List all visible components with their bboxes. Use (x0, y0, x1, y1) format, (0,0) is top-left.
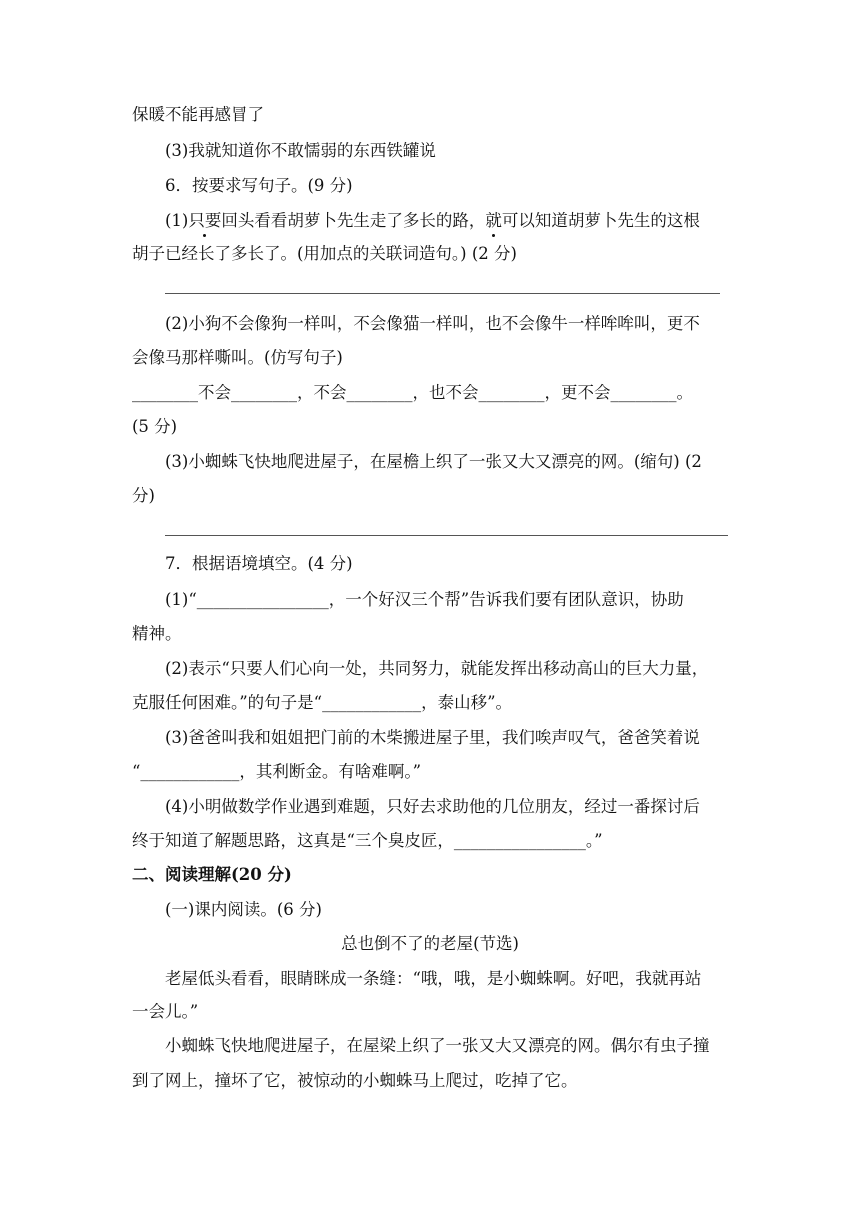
answer-line[interactable] (165, 535, 728, 536)
fill-in-line[interactable]: ________不会________，不会________，也不会________，更不会________。 (132, 383, 693, 402)
text-line[interactable]: 终于知道了解题思路，这真是“三个臭皮匠，________________。” (132, 831, 603, 850)
question-7-heading: 7．根据语境填空。(4 分) (165, 554, 353, 573)
text-line: (3)小蜘蛛飞快地爬进屋子，在屋檐上织了一张又大又漂亮的网。(缩句) (2 (165, 452, 702, 471)
text-line: (3)爸爸叫我和姐姐把门前的木柴搬进屋子里，我们唉声叹气，爸爸笑着说 (165, 728, 700, 747)
text-line: (2)小狗不会像狗一样叫，不会像猫一样叫，也不会像牛一样哞哞叫，更不 (165, 314, 700, 333)
text-line[interactable]: 克服任何困难。”的句子是“____________，泰山移”。 (132, 693, 513, 712)
text-line: (5 分) (132, 417, 178, 436)
text-line: 精神。 (132, 624, 182, 643)
passage-line: 到了网上，撞坏了它，被惊动的小蜘蛛马上爬过，吃掉了它。 (132, 1071, 578, 1090)
text-line: 会像马那样嘶叫。(仿写句子) (132, 348, 343, 367)
text-line[interactable]: “____________，其利断金。有啥难啊。” (132, 762, 422, 781)
emphasized-word: 只要 (188, 211, 222, 230)
passage-line: 一会儿。” (132, 1002, 199, 1021)
text-line: (3)我就知道你不敢懦弱的东西铁罐说 (165, 141, 436, 160)
passage-line: 小蜘蛛飞快地爬进屋子，在屋梁上织了一张又大又漂亮的网。偶尔有虫子撞 (165, 1036, 710, 1055)
passage-line: 老屋低头看看，眼睛眯成一条缝：“哦，哦，是小蜘蛛啊。好吧，我就再站 (165, 969, 702, 988)
text-line: (4)小明做数学作业遇到难题，只好去求助他的几位朋友，经过一番探讨后 (165, 797, 700, 816)
subsection-heading: (一)课内阅读。(6 分) (165, 900, 322, 919)
question-6-1-line (165, 210, 700, 232)
answer-line[interactable] (165, 293, 720, 294)
text-line[interactable]: (1)“________________，一个好汉三个帮”告诉我们要有团队意识，协助 (165, 590, 684, 609)
text: 回头看看胡萝卜先生走了多长的路， (221, 211, 486, 230)
text: 可以知道胡萝卜先生的这根 (501, 211, 700, 230)
text: (1) (165, 211, 189, 230)
question-6-heading: 6．按要求写句子。(9 分) (165, 176, 353, 195)
section-2-heading: 二、阅读理解(20 分) (132, 865, 292, 884)
emphasized-word: 就 (485, 211, 502, 230)
passage-title: 总也倒不了的老屋(节选) (341, 934, 519, 953)
text-line: 胡子已经长了多长了。(用加点的关联词造句。) (2 分) (132, 244, 517, 263)
text-line: (2)表示“只要人们心向一处，共同努力，就能发挥出移动高山的巨大力量， (165, 659, 709, 678)
text-line: 保暖不能再感冒了 (132, 105, 264, 124)
text-line: 分) (132, 486, 155, 505)
